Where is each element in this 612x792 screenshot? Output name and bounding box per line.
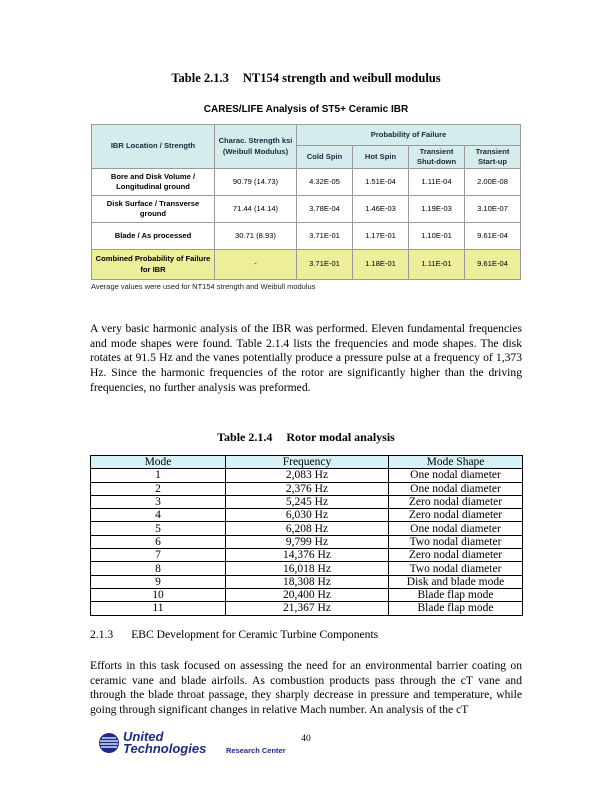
table-row [92,223,521,250]
frequency-cell: 6,208 Hz [226,522,389,535]
frequency-cell: 16,018 Hz [226,562,389,575]
row-hot-spin: 1.17E-01 [353,223,409,250]
logo-line-1: United [123,729,164,744]
combined-row [92,250,521,280]
row-cold-spin: 3.78E-04 [297,196,353,223]
combined-cold-spin: 3.71E-01 [297,250,353,280]
table-row [91,482,523,495]
shape-cell: Two nodal diameter [389,562,523,575]
mode-cell: 10 [91,588,226,601]
shape-cell: Zero nodal diameter [389,509,523,522]
mode-cell: 2 [91,482,226,495]
shape-cell: Blade flap mode [389,588,523,601]
combined-location: Combined Probability of Failure for IBR [92,250,215,280]
body-paragraph: A very basic harmonic analysis of the IBR was performed. Eleven fundamental frequencies and mode shapes were found. Table 2.1.4 lists the frequencies and mode shapes. The disk rotates at 91.5 Hz and the vanes potentially produce a pressure pulse at a frequency of 1,373 Hz. Since the harmonic frequencies of the rotor are significantly higher than the driving frequencies, no further analysis was preformed. [90,322,522,394]
shape-cell: Zero nodal diameter [389,495,523,508]
section-number: 2.1.3 [90,628,114,641]
page-number: 40 [301,734,311,744]
frequency-cell: 2,083 Hz [226,469,389,482]
header-mode: Mode [91,456,226,469]
table-number: Table 2.1.4 [217,430,273,444]
row-strength: 30.71 (8.93) [215,223,297,250]
cares-life-table [91,124,521,280]
shape-cell: Two nodal diameter [389,535,523,548]
frequency-cell: 9,799 Hz [226,535,389,548]
table-row [91,535,523,548]
row-location: Blade / As processed [92,223,215,250]
rotor-modal-table [90,455,523,616]
row-strength: 90.79 (14.73) [215,169,297,196]
frequency-cell: 21,367 Hz [226,602,389,615]
mode-cell: 5 [91,522,226,535]
frequency-cell: 14,376 Hz [226,549,389,562]
frequency-cell: 18,308 Hz [226,575,389,588]
shape-cell: One nodal diameter [389,469,523,482]
section-title: EBC Development for Ceramic Turbine Components [131,628,379,641]
logo-line-2: Technologies [123,741,207,756]
table-row [91,509,523,522]
combined-hot-spin: 1.18E-01 [353,250,409,280]
combined-strength: - [215,250,297,280]
section-heading [90,628,378,641]
mode-cell: 4 [91,509,226,522]
header-frequency: Frequency [226,456,389,469]
shape-cell: Zero nodal diameter [389,549,523,562]
header-probability: Probability of Failure [297,125,521,146]
mode-cell: 7 [91,549,226,562]
row-startup: 2.00E-08 [465,169,521,196]
frequency-cell: 2,376 Hz [226,482,389,495]
shape-cell: Blade flap mode [389,602,523,615]
table-header-row [91,456,523,469]
header-hot-spin: Hot Spin [353,146,409,169]
table-row [91,522,523,535]
mode-cell: 3 [91,495,226,508]
table-row [91,602,523,615]
header-strength: Charac. Strength ksi (Weibull Modulus) [215,125,297,169]
frequency-cell: 5,245 Hz [226,495,389,508]
table-2-1-3-caption [0,71,612,86]
shape-cell: Disk and blade mode [389,575,523,588]
row-location: Disk Surface / Transverse ground [92,196,215,223]
table-row [92,196,521,223]
mode-cell: 9 [91,575,226,588]
table-subtitle: CARES/LIFE Analysis of ST5+ Ceramic IBR [203,104,409,115]
header-transient-startup: Transient Start-up [465,146,521,169]
header-transient-shutdown: Transient Shut-down [409,146,465,169]
frequency-cell: 6,030 Hz [226,509,389,522]
row-startup: 9.61E-04 [465,223,521,250]
table-row [91,562,523,575]
mode-cell: 8 [91,562,226,575]
row-hot-spin: 1.51E-04 [353,169,409,196]
row-shutdown: 1.19E-03 [409,196,465,223]
table-row [91,495,523,508]
mode-cell: 1 [91,469,226,482]
combined-shutdown: 1.11E-01 [409,250,465,280]
table-row [91,588,523,601]
row-location: Bore and Disk Volume / Longitudinal ground [92,169,215,196]
mode-cell: 11 [91,602,226,615]
table-footnote: Average values were used for NT154 strength and Weibull modulus [91,282,316,291]
body-paragraph: Efforts in this task focused on assessing the need for an environmental barrier coating on ceramic vane and blade airfoils. As combustion products pass through the cT vane and through the blade throat passage, they sharply decrease in pressure and temperature, while going through significant changes in relative Mach number. An analysis of the cT [90,659,522,717]
table-number: Table 2.1.3 [171,71,229,85]
research-center-label: Research Center [226,746,286,755]
table-row [91,469,523,482]
header-cold-spin: Cold Spin [297,146,353,169]
table-2-1-4-caption [0,430,612,445]
frequency-cell: 20,400 Hz [226,588,389,601]
table-row [91,575,523,588]
header-mode-shape: Mode Shape [389,456,523,469]
table-title: NT154 strength and weibull modulus [242,71,441,85]
header-location: IBR Location / Strength [92,125,215,169]
shape-cell: One nodal diameter [389,522,523,535]
table-row [92,169,521,196]
row-strength: 71.44 (14.14) [215,196,297,223]
row-startup: 3.10E-07 [465,196,521,223]
row-cold-spin: 4.32E-05 [297,169,353,196]
row-cold-spin: 3.71E-01 [297,223,353,250]
row-shutdown: 1.11E-04 [409,169,465,196]
table-title: Rotor modal analysis [286,430,395,444]
combined-startup: 9.61E-04 [465,250,521,280]
row-hot-spin: 1.46E-03 [353,196,409,223]
shape-cell: One nodal diameter [389,482,523,495]
table-row [91,549,523,562]
row-shutdown: 1.10E-01 [409,223,465,250]
mode-cell: 6 [91,535,226,548]
